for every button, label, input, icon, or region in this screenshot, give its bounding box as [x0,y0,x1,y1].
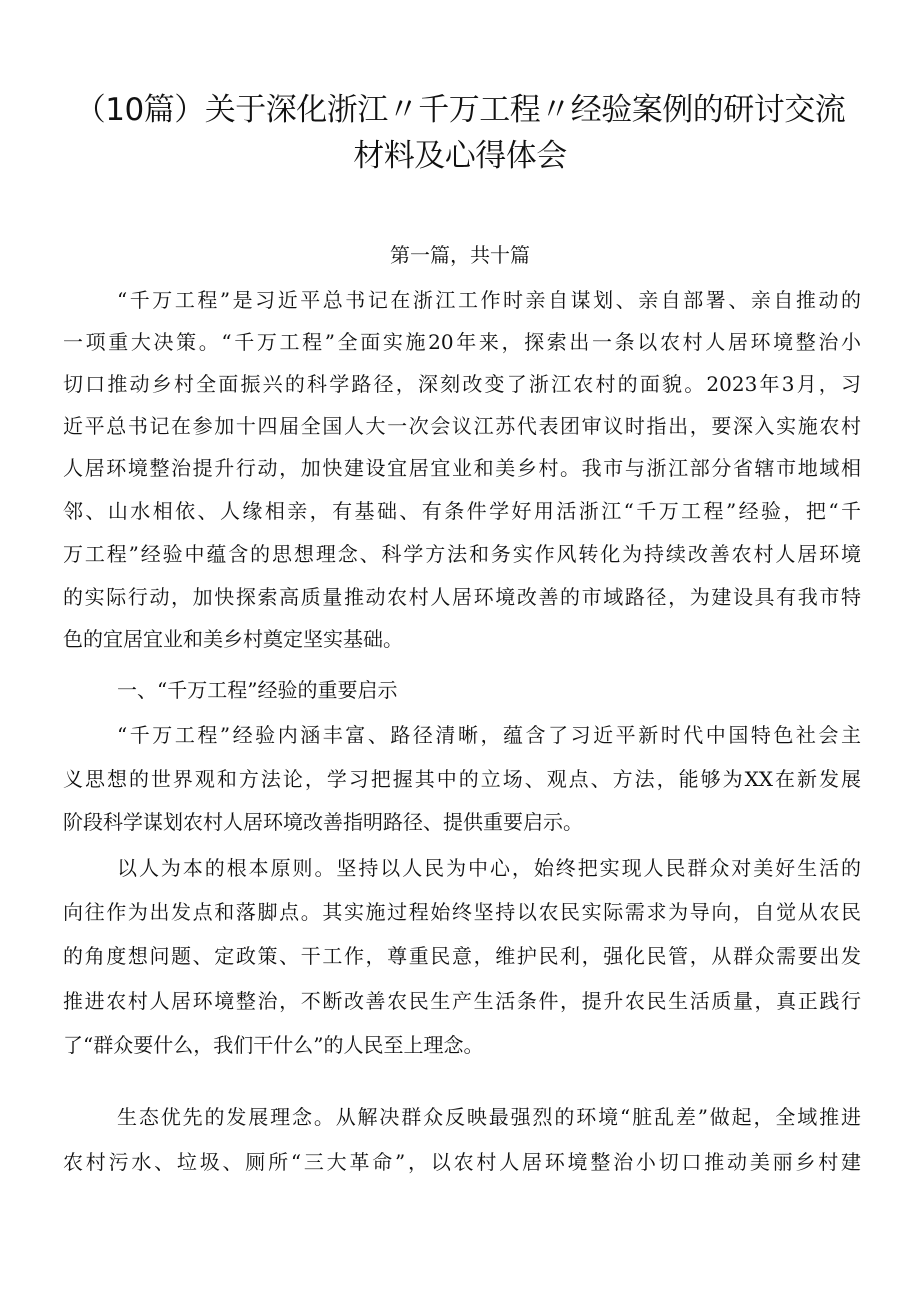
paragraph-line: 人居环境整治提升行动，加快建设宜居宜业和美乡村。我市与浙江部分省辖市地域相 [63,456,861,480]
paragraph-line: 的角度想问题、定政策、干工作，尊重民意，维护民利，强化民管，从群众需要出发 [63,944,861,968]
section-heading: 第一篇，共十篇 [390,243,530,267]
document-title-line-1: （10篇）关于深化浙江〃千万工程〃经验案例的研讨交流 [74,92,846,128]
paragraph-line: 阶段科学谋划农村人居环境改善指明路径、提供重要启示。 [63,810,583,834]
paragraph-line: 义思想的世界观和方法论，学习把握其中的立场、观点、方法，能够为XX在新发展 [63,767,861,791]
paragraph-line: 近平总书记在参加十四届全国人大一次会议江苏代表团审议时指出，要深入实施农村 [63,414,861,438]
paragraph-line: 切口推动乡村全面振兴的科学路径，深刻改变了浙江农村的面貌。2023年3月，习 [63,372,861,396]
paragraph-line: “千万工程”经验内涵丰富、路径清晰，蕴含了习近平新时代中国特色社会主 [117,723,861,747]
paragraph-line: 一项重大决策。“千万工程”全面实施20年来，探索出一条以农村人居环境整治小 [63,330,861,354]
paragraph-line: 生态优先的发展理念。从解决群众反映最强烈的环境“脏乱差”做起，全域推进 [117,1105,861,1129]
paragraph-line: “千万工程”是习近平总书记在浙江工作时亲自谋划、亲自部署、亲自推动的 [117,288,861,312]
document-title-line-2: 材料及心得体会 [353,138,567,174]
paragraph-line: 了“群众要什么，我们干什么”的人民至上理念。 [63,1033,484,1057]
paragraph-line: 色的宜居宜业和美乡村奠定坚实基础。 [63,627,403,651]
paragraph-line: 万工程”经验中蕴含的思想理念、科学方法和务实作风转化为持续改善农村人居环境 [63,542,861,566]
paragraph-line: 推进农村人居环境整治，不断改善农民生产生活条件，提升农民生活质量，真正践行 [63,989,861,1013]
paragraph-line: 农村污水、垃圾、厕所“三大革命”，以农村人居环境整治小切口推动美丽乡村建 [63,1150,861,1174]
section-subheading: 一、“千万工程”经验的重要启示 [117,678,398,702]
paragraph-line: 的实际行动，加快探索高质量推动农村人居环境改善的市域路径，为建设具有我市特 [63,585,861,609]
paragraph-line: 以人为本的根本原则。坚持以人民为中心，始终把实现人民群众对美好生活的 [117,856,861,880]
paragraph-line: 邻、山水相依、人缘相亲，有基础、有条件学好用活浙江“千万工程”经验，把“千 [63,499,861,523]
paragraph-line: 向往作为出发点和落脚点。其实施过程始终坚持以农民实际需求为导向，自觉从农民 [63,900,861,924]
